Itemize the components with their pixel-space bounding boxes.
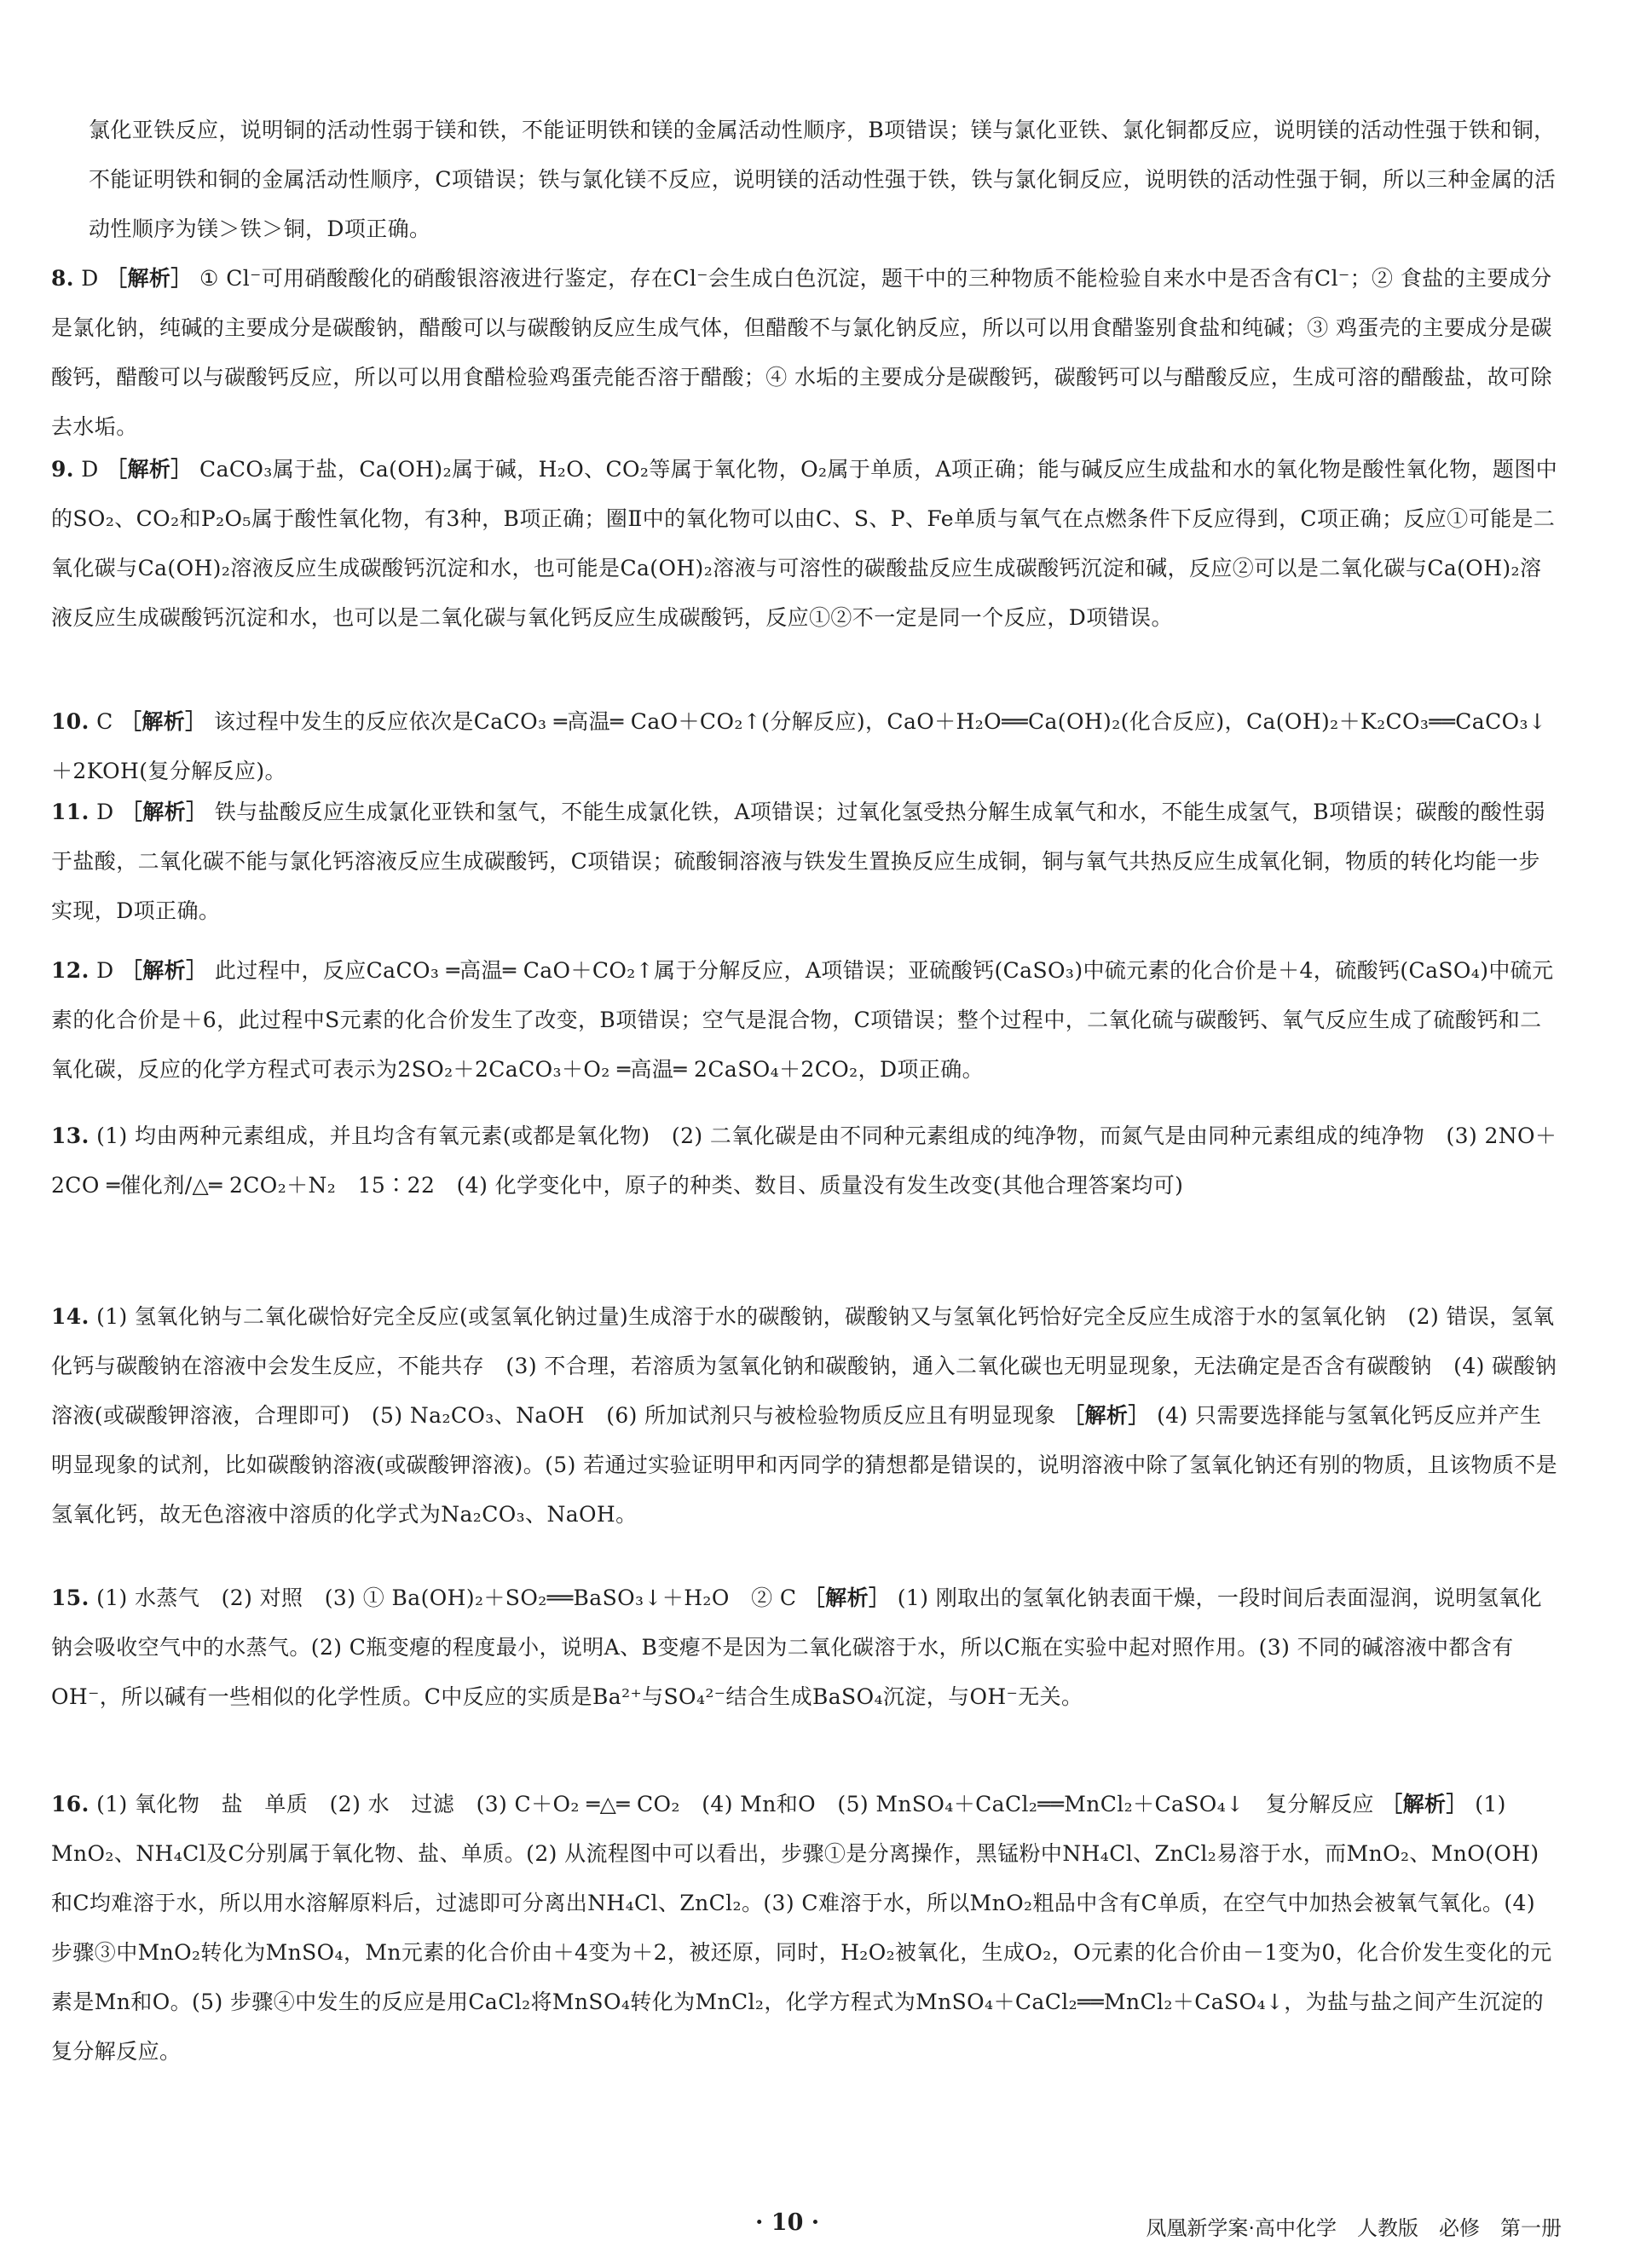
page-number: · 10 · [755, 2209, 820, 2236]
analysis-tag: ［解析］ [1063, 1403, 1150, 1428]
analysis-text: 铁与盐酸反应生成氯化亚铁和氢气，不能生成氯化铁，A项错误；过氧化氢受热分解生成氧气和水，不能生成氢气，B项错误；碳酸的酸性弱于盐酸，二氧化碳不能与氯化钙溶液反应生成碳酸钙，C项错误；硫酸铜溶液与铁发生置换反应生成铜，铜与氧气共热反应生成氧化铜，物质的转化均能一步实现，D项正确。 [51, 800, 1546, 923]
analysis-tag: ［解析］ [106, 266, 193, 291]
answer-q9 [51, 445, 1560, 643]
answer-q15 [51, 1574, 1560, 1722]
analysis-tag: ［解析］ [120, 800, 208, 824]
question-number: 16. [51, 1792, 90, 1816]
question-number: 10. [51, 709, 90, 734]
analysis-text: 此过程中，反应CaCO₃ ═高温═ CaO＋CO₂↑属于分解反应，A项错误；亚硫酸钙(CaSO₃)中硫元素的化合价是＋4，硫酸钙(CaSO₄)中硫元素的化合价是＋6，此过程中S元素的化合价发生了改变，B项错误；空气是混合物，C项错误；整个过程中，二氧化硫与碳酸钙、氧气反应生成了硫酸钙和二氧化碳，反应的化学方程式可表示为2SO₂＋2CaCO₃＋O₂ ═高温═ 2CaSO₄＋2CO₂，D项正确。 [51, 958, 1554, 1082]
question-number: 14. [51, 1304, 90, 1329]
analysis-text: CaCO₃属于盐，Ca(OH)₂属于碱，H₂O、CO₂等属于氧化物，O₂属于单质，A项正确；能与碱反应生成盐和水的氧化物是酸性氧化物，题图中的SO₂、CO₂和P₂O₅属于酸性氧化物，有3种，B项正确；圈Ⅱ中的氧化物可以由C、S、P、Fe单质与氧气在点燃条件下反应得到，C项正确；反应①可能是二氧化碳与Ca(OH)₂溶液反应生成碳酸钙沉淀和水，也可能是Ca(OH)₂溶液与可溶性的碳酸盐反应生成碳酸钙沉淀和碱，反应②可以是二氧化碳与Ca(OH)₂溶液反应生成碳酸钙沉淀和水，也可以是二氧化碳与氧化钙反应生成碳酸钙，反应①②不一定是同一个反应，D项错误。 [51, 457, 1558, 630]
answer-letter: D [81, 457, 99, 482]
answer-text: (1) 氧化物 盐 单质 (2) 水 过滤 (3) C＋O₂ ═△═ CO₂ (4) Mn和O (5) MnSO₄＋CaCl₂══MnCl₂＋CaSO₄↓ 复分解反应 [96, 1792, 1374, 1816]
answer-text: (1) 氢氧化钠与二氧化碳恰好完全反应(或氢氧化钠过量)生成溶于水的碳酸钠，碳酸钠又与氢氧化钙恰好完全反应生成溶于水的氢氧化钠 (2) 错误，氢氧化钙与碳酸钠在溶液中会发生反应，不能共存 (3) 不合理，若溶质为氢氧化钠和碳酸钠，通入二氧化碳也无明显现象，无法确定是否含有碳酸钠 (4) 碳酸钠溶液(或碳酸钾溶液，合理即可) (5) Na₂CO₃、NaOH (6) 所加试剂只与被检验物质反应且有明显现象 [51, 1304, 1557, 1428]
answer-text: (1) 均由两种元素组成，并且均含有氧元素(或都是氧化物) (2) 二氧化碳是由不同种元素组成的纯净物，而氮气是由同种元素组成的纯净物 (3) 2NO＋2CO ═催化剂/△═ 2CO₂＋N₂ 15∶22 (4) 化学变化中，原子的种类、数目、质量没有发生改变(其他合理答案均可) [51, 1123, 1557, 1198]
footer-book-title: 凤凰新学案·高中化学 人教版 必修 第一册 [1146, 2216, 1562, 2240]
answer-q8 [51, 254, 1560, 452]
analysis-tag: ［解析］ [119, 709, 207, 734]
analysis-tag: ［解析］ [120, 958, 208, 983]
question-number: 8. [51, 266, 74, 291]
analysis-text: (1) MnO₂、NH₄Cl及C分别属于氧化物、盐、单质。(2) 从流程图中可以看出，步骤①是分离操作，黑锰粉中NH₄Cl、ZnCl₂易溶于水，而MnO₂、MnO(OH)和C均难溶于水，所以用水溶解原料后，过滤即可分离出NH₄Cl、ZnCl₂。(3) C难溶于水，所以MnO₂粗品中含有C单质，在空气中加热会被氧气氧化。(4) 步骤③中MnO₂转化为MnSO₄，Mn元素的化合价由＋4变为＋2，被还原，同时，H₂O₂被氧化，生成O₂，O元素的化合价由－1变为0，化合价发生变化的元素是Mn和O。(5) 步骤④中发生的反应是用CaCl₂将MnSO₄转化为MnCl₂，化学方程式为MnSO₄＋CaCl₂══MnCl₂＋CaSO₄↓，为盐与盐之间产生沉淀的复分解反应。 [51, 1792, 1552, 2064]
analysis-text: ① Cl⁻可用硝酸酸化的硝酸银溶液进行鉴定，存在Cl⁻会生成白色沉淀，题干中的三种物质不能检验自来水中是否含有Cl⁻；② 食盐的主要成分是氯化钠，纯碱的主要成分是碳酸钠，醋酸可以与碳酸钠反应生成气体，但醋酸不与氯化钠反应，所以可以用食醋鉴别食盐和纯碱；③ 鸡蛋壳的主要成分是碳酸钙，醋酸可以与碳酸钙反应，所以可以用食醋检验鸡蛋壳能否溶于醋酸；④ 水垢的主要成分是碳酸钙，碳酸钙可以与醋酸反应，生成可溶的醋酸盐，故可除去水垢。 [51, 266, 1552, 439]
answer-letter: D [96, 958, 114, 983]
answer-letter: C [96, 709, 113, 734]
question-number: 9. [51, 457, 74, 482]
question-number: 11. [51, 800, 90, 824]
answer-letter: D [81, 266, 99, 291]
analysis-tag: ［解析］ [106, 457, 193, 482]
analysis-tag: ［解析］ [803, 1585, 891, 1610]
answer-q14 [51, 1292, 1560, 1539]
analysis-text: 该过程中发生的反应依次是CaCO₃ ═高温═ CaO＋CO₂↑(分解反应)，CaO＋H₂O══Ca(OH)₂(化合反应)，Ca(OH)₂＋K₂CO₃══CaCO₃↓＋2KOH(复分解反应)。 [51, 709, 1547, 783]
answer-text: (1) 水蒸气 (2) 对照 (3) ① Ba(OH)₂＋SO₂══BaSO₃↓＋H₂O ② C [96, 1585, 797, 1610]
analysis-text: (4) 只需要选择能与氢氧化钙反应并产生明显现象的试剂，比如碳酸钠溶液(或碳酸钾溶液)。(5) 若通过实验证明甲和丙同学的猜想都是错误的，说明溶液中除了氢氧化钠还有别的物质，且该物质不是氢氧化钙，故无色溶液中溶质的化学式为Na₂CO₃、NaOH。 [51, 1403, 1558, 1527]
answer-q11 [51, 788, 1560, 936]
analysis-tag: ［解析］ [1381, 1792, 1468, 1816]
paragraph-q7-continued: 氯化亚铁反应，说明铜的活动性弱于镁和铁，不能证明铁和镁的金属活动性顺序，B项错误；镁与氯化亚铁、氯化铜都反应，说明镁的活动性强于铁和铜，不能证明铁和铜的金属活动性顺序，C项错误；铁与氯化镁不反应，说明镁的活动性强于铁，铁与氯化铜反应，说明铁的活动性强于铜，所以三种金属的活动性顺序为镁＞铁＞铜，D项正确。 [89, 118, 1557, 241]
question-number: 15. [51, 1585, 90, 1610]
question-number: 13. [51, 1123, 90, 1148]
answer-letter: D [96, 800, 114, 824]
answer-q12 [51, 946, 1560, 1094]
answer-q13 [51, 1112, 1560, 1210]
analysis-text: (1) 刚取出的氢氧化钠表面干燥，一段时间后表面湿润，说明氢氧化钠会吸收空气中的水蒸气。(2) C瓶变瘪的程度最小，说明A、B变瘪不是因为二氧化碳溶于水，所以C瓶在实验中起对照作用。(3) 不同的碱溶液中都含有OH⁻，所以碱有一些相似的化学性质。C中反应的实质是Ba²⁺与SO₄²⁻结合生成BaSO₄沉淀，与OH⁻无关。 [51, 1585, 1542, 1709]
answer-q10 [51, 697, 1560, 796]
answer-q16 [51, 1780, 1560, 2076]
question-number: 12. [51, 958, 90, 983]
